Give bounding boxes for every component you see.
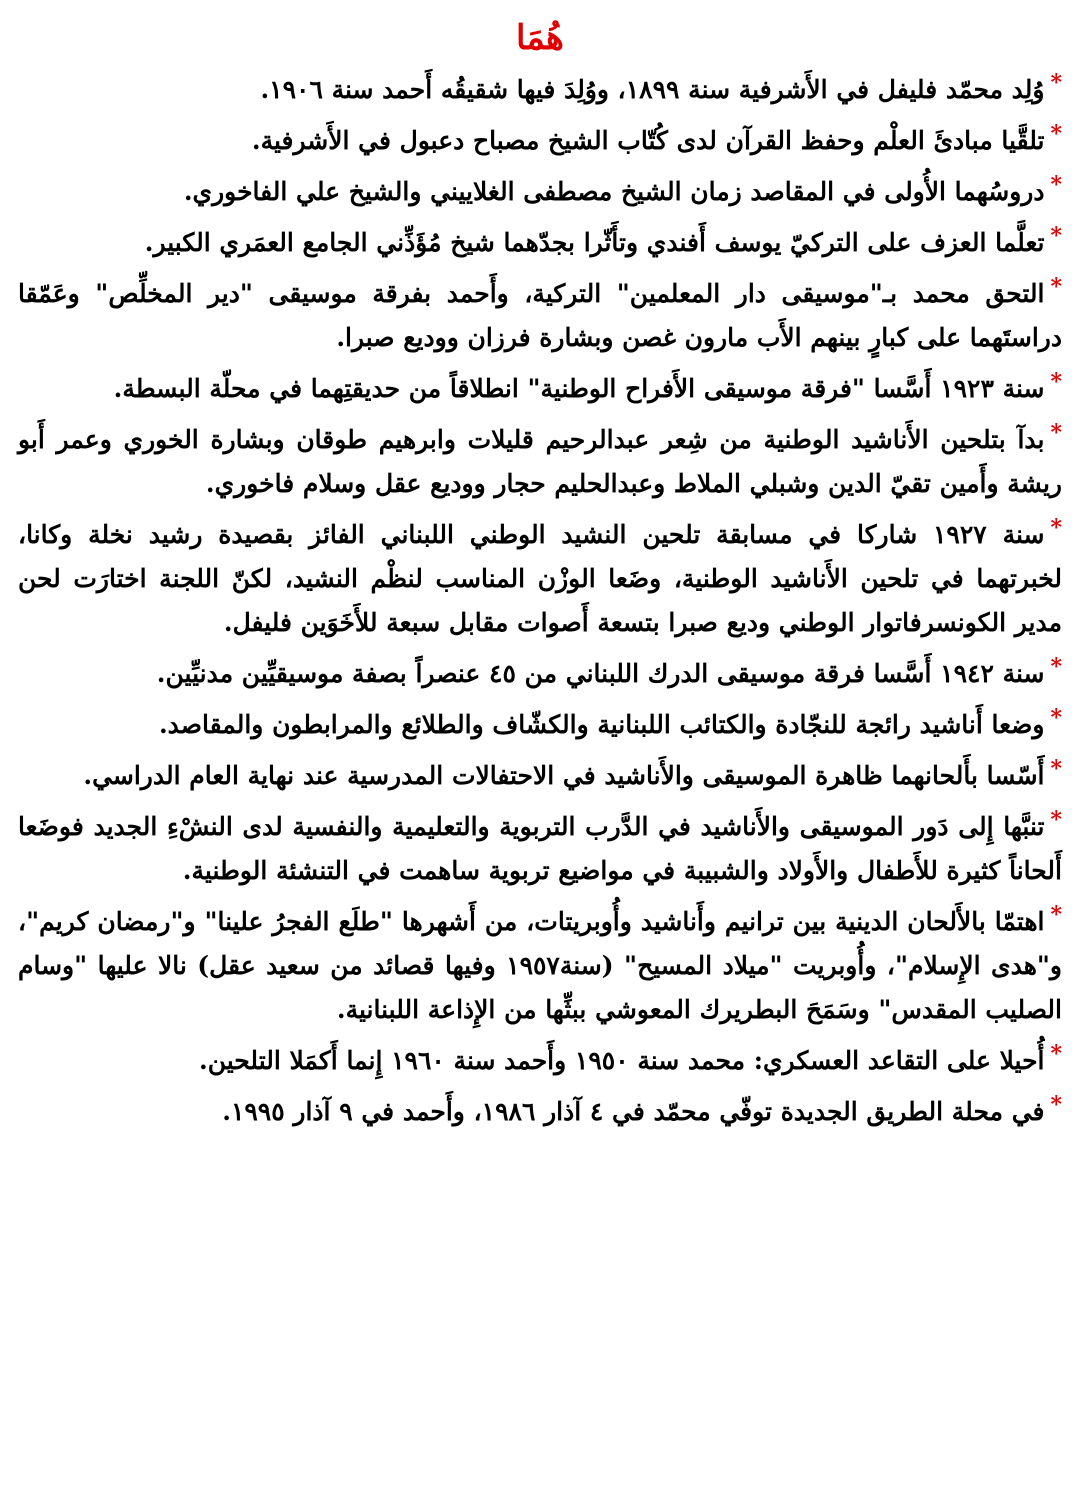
list-item-text: سنة ١٩٢٣ أَسَّسا "فرقة موسيقى الأَفراح الوطنية" انطلاقاً من حديقتِهما في محلّة البسطة. bbox=[113, 374, 1045, 403]
list-item bbox=[18, 703, 1062, 747]
asterisk-bullet-icon: * bbox=[1050, 807, 1062, 833]
list-item-text: دروسُهما الأُولى في المقاصد زمان الشيخ مصطفى الغلاييني والشيخ علي الفاخوري. bbox=[183, 177, 1045, 206]
asterisk-bullet-icon: * bbox=[1050, 369, 1062, 395]
asterisk-bullet-icon: * bbox=[1050, 274, 1062, 300]
asterisk-bullet-icon: * bbox=[1050, 515, 1062, 541]
facts-list bbox=[18, 68, 1062, 1134]
asterisk-bullet-icon: * bbox=[1050, 1041, 1062, 1067]
asterisk-bullet-icon: * bbox=[1050, 902, 1062, 928]
list-item-text: التحق محمد بـ"موسيقى دار المعلمين" التركية، وأَحمد بفرقة موسيقى "دير المخلِّص" وعَمّقا دراستَهما على كبارٍ بينهم الأَب مارون غصن وبشارة فرزان ووديع صبرا. bbox=[18, 279, 1062, 352]
list-item bbox=[18, 900, 1062, 1032]
asterisk-bullet-icon: * bbox=[1050, 705, 1062, 731]
asterisk-bullet-icon: * bbox=[1050, 172, 1062, 198]
list-item-text: في محلة الطريق الجديدة توفّي محمّد في ٤ آذار ١٩٨٦، وأَحمد في ٩ آذار ١٩٩٥. bbox=[222, 1097, 1045, 1126]
list-item-text: تعلَّما العزف على التركيّ يوسف أَفندي وتأَثّرا بجدّهما شيخ مُؤَذِّني الجامع العمَري الكبير. bbox=[144, 228, 1045, 257]
list-item bbox=[18, 418, 1062, 506]
list-item bbox=[18, 68, 1062, 112]
list-item bbox=[18, 1039, 1062, 1083]
list-item bbox=[18, 805, 1062, 893]
asterisk-bullet-icon: * bbox=[1050, 70, 1062, 96]
list-item-text: سنة ١٩٢٧ شاركا في مسابقة تلحين النشيد الوطني اللبناني الفائز بقصيدة رشيد نخلة وكانا، لخبرتهما في تلحين الأَناشيد الوطنية، وضَعا الوزْن المناسب لنظْم النشيد، لكنّ اللجنة اختارَت لحن مدير الكونسرفاتوار الوطني وديع صبرا بتسعة أَصوات مقابل سبعة للأَخَوَين فليفل. bbox=[18, 520, 1062, 637]
list-item-text: بدآ بتلحين الأَناشيد الوطنية من شِعر عبدالرحيم قليلات وابرهيم طوقان وبشارة الخوري وعمر أَبو ريشة وأَمين تقيّ الدين وشبلي الملاط وعبدالحليم حجار ووديع عقل وسلام فاخوري. bbox=[18, 425, 1062, 498]
list-item bbox=[18, 1090, 1062, 1134]
list-item-text: سنة ١٩٤٢ أَسَّسا فرقة موسيقى الدرك اللبناني من ٤٥ عنصراً بصفة موسيقيِّين مدنيِّين. bbox=[156, 659, 1045, 688]
list-item bbox=[18, 170, 1062, 214]
page-title: هُمَا bbox=[516, 18, 564, 58]
list-item-text: أَسّسا بأَلحانهما ظاهرة الموسيقى والأَناشيد في الاحتفالات المدرسية عند نهاية العام الدراسي. bbox=[83, 761, 1045, 790]
list-item bbox=[18, 367, 1062, 411]
list-item-text: تلقَّيا مبادئَ العلْم وحفظ القرآن لدى كُتّاب الشيخ مصباح دعبول في الأَشرفية. bbox=[251, 126, 1045, 155]
list-item bbox=[18, 652, 1062, 696]
list-item bbox=[18, 754, 1062, 798]
list-item-text: وُلِد محمّد فليفل في الأَشرفية سنة ١٨٩٩، ووُلِدَ فيها شقيقُه أَحمد سنة ١٩٠٦. bbox=[260, 75, 1045, 104]
asterisk-bullet-icon: * bbox=[1050, 1092, 1062, 1118]
list-item-text: وضعا أَناشيد رائجة للنجّادة والكتائب اللبنانية والكشّاف والطلائع والمرابطون والمقاصد. bbox=[158, 710, 1045, 739]
asterisk-bullet-icon: * bbox=[1050, 420, 1062, 446]
asterisk-bullet-icon: * bbox=[1050, 223, 1062, 249]
list-item bbox=[18, 272, 1062, 360]
asterisk-bullet-icon: * bbox=[1050, 756, 1062, 782]
list-item-text: تنبَّها إِلى دَور الموسيقى والأَناشيد في الدَّرب التربوية والتعليمية والنفسية لدى النشْءِ الجديد فوضَعا أَلحاناً كثيرة للأَطفال والأَولاد والشبيبة في مواضيع تربوية ساهمت في التنشئة الوطنية. bbox=[18, 812, 1062, 885]
asterisk-bullet-icon: * bbox=[1050, 121, 1062, 147]
list-item bbox=[18, 119, 1062, 163]
list-item-text: اهتمّا بالأَلحان الدينية بين ترانيم وأَناشيد وأُوبريتات، من أَشهرها "طلَع الفجرُ علينا" و"رمضان كريم"، و"هدى الإِسلام"، وأُوبريت "ميلاد المسيح" (سنة١٩٥٧ وفيها قصائد من سعيد عقل) نالا عليها "وسام الصليب المقدس" وسَمَحَ البطريرك المعوشي ببثِّها من الإِذاعة اللبنانية. bbox=[18, 907, 1062, 1024]
list-item-text: أُحيلا على التقاعد العسكري: محمد سنة ١٩٥٠ وأَحمد سنة ١٩٦٠ إِنما أَكمَلا التلحين. bbox=[199, 1046, 1045, 1075]
list-item bbox=[18, 513, 1062, 645]
list-item bbox=[18, 221, 1062, 265]
asterisk-bullet-icon: * bbox=[1050, 654, 1062, 680]
